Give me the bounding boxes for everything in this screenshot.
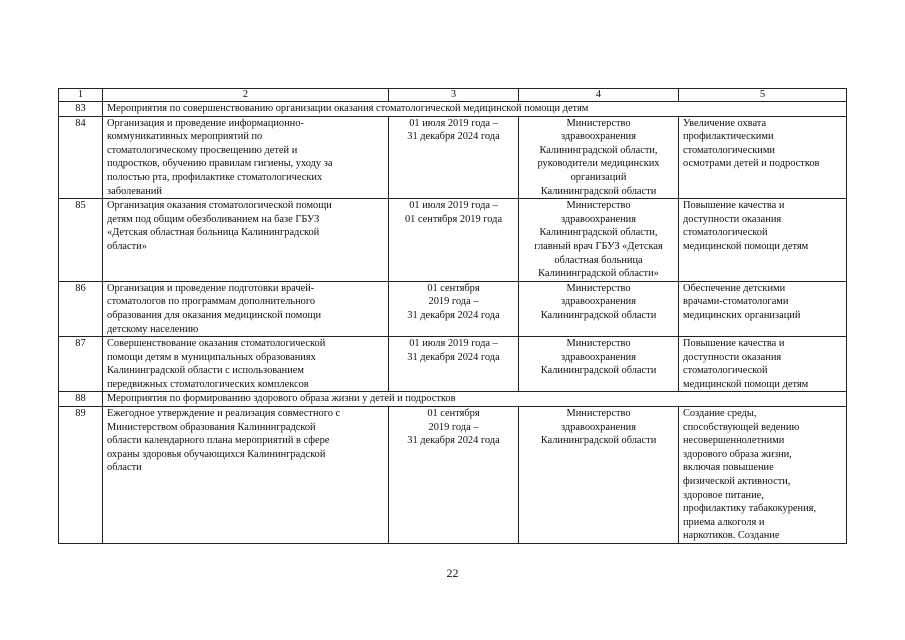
cell-line: коммуникативных мероприятий по bbox=[107, 131, 263, 143]
event-cell bbox=[103, 199, 389, 282]
period-cell bbox=[389, 337, 519, 392]
cell-line: здорового образа жизни, bbox=[683, 448, 792, 460]
cell-line: 31 декабря 2024 года bbox=[407, 309, 500, 321]
row-number: 84 bbox=[59, 116, 103, 199]
cell-line: Калининградской области bbox=[540, 185, 657, 197]
cell-line: медицинской помощи детям bbox=[683, 378, 809, 390]
event-cell bbox=[103, 337, 389, 392]
cell-line: стоматологов по программам дополнительного bbox=[107, 296, 316, 308]
cell-line: областная больница bbox=[554, 254, 643, 266]
section-title: Мероприятия по совершенствованию организации оказания стоматологической медицинской помощи детям bbox=[103, 102, 847, 117]
responsible-cell bbox=[519, 199, 679, 282]
period-cell bbox=[389, 407, 519, 544]
cell-line: полостью рта, профилактике стоматологических bbox=[107, 171, 323, 183]
cell-line: стоматологической bbox=[683, 365, 768, 377]
cell-line: Министерство bbox=[566, 282, 631, 294]
cell-line: 01 сентября 2019 года bbox=[404, 213, 503, 225]
header-cell-1: 1 bbox=[59, 89, 103, 102]
cell-line: наркотиков. Создание bbox=[683, 530, 780, 542]
cell-line: 2019 года – bbox=[428, 296, 479, 308]
cell-line: Обеспечение детскими bbox=[683, 282, 786, 294]
table-row bbox=[59, 199, 847, 282]
header-cell-2: 2 bbox=[103, 89, 389, 102]
cell-line: Ежегодное утверждение и реализация совместного с bbox=[107, 408, 341, 420]
section-row bbox=[59, 392, 847, 407]
table-row bbox=[59, 337, 847, 392]
result-cell bbox=[679, 281, 847, 336]
cell-line: врачами-стоматологами bbox=[683, 296, 789, 308]
cell-line: охраны здоровья обучающихся Калининградской bbox=[107, 448, 326, 460]
result-cell bbox=[679, 337, 847, 392]
cell-line: здравоохранения bbox=[560, 131, 637, 143]
cell-line: заболеваний bbox=[107, 185, 162, 197]
page-number: 22 bbox=[446, 566, 459, 580]
period-cell bbox=[389, 116, 519, 199]
cell-line: профилактику табакокурения, bbox=[683, 503, 817, 515]
row-number: 88 bbox=[59, 392, 103, 407]
cell-line: включая повышение bbox=[683, 462, 774, 474]
cell-line: организаций bbox=[570, 171, 627, 183]
cell-line: Калининградской области bbox=[540, 435, 657, 447]
event-cell bbox=[103, 116, 389, 199]
header-cell-4: 4 bbox=[519, 89, 679, 102]
cell-line: 01 сентября bbox=[427, 282, 480, 294]
cell-line: Калининградской области bbox=[540, 365, 657, 377]
cell-line: Организация и проведение подготовки врачей- bbox=[107, 282, 315, 294]
cell-line: Создание среды, bbox=[683, 408, 757, 420]
cell-line: Министерство bbox=[566, 200, 631, 212]
cell-line: приема алкоголя и bbox=[683, 516, 765, 528]
section-title: Мероприятия по формированию здорового образа жизни у детей и подростков bbox=[103, 392, 847, 407]
cell-line: образования для оказания медицинской помощи bbox=[107, 309, 322, 321]
cell-line: здравоохранения bbox=[560, 421, 637, 433]
header-row bbox=[59, 89, 847, 102]
cell-line: области» bbox=[107, 240, 147, 252]
cell-line: стоматологической bbox=[683, 227, 768, 239]
cell-line: здравоохранения bbox=[560, 296, 637, 308]
cell-line: детям под общим обезболиванием на базе ГБУЗ bbox=[107, 213, 320, 225]
cell-line: Министерство bbox=[566, 117, 631, 129]
cell-line: «Детская областная больница Калининградской bbox=[107, 227, 320, 239]
cell-line: 2019 года – bbox=[428, 421, 479, 433]
table-body bbox=[59, 89, 847, 544]
cell-line: руководители медицинских bbox=[537, 158, 660, 170]
cell-line: стоматологическому просвещению детей и bbox=[107, 144, 298, 156]
cell-line: Калининградской области» bbox=[538, 268, 659, 280]
cell-line: профилактическими bbox=[683, 131, 774, 143]
period-cell bbox=[389, 281, 519, 336]
table-row bbox=[59, 407, 847, 544]
cell-line: Совершенствование оказания стоматологической bbox=[107, 338, 326, 350]
cell-line: медицинской помощи детям bbox=[683, 240, 809, 252]
cell-line: 31 декабря 2024 года bbox=[407, 435, 500, 447]
cell-line: 31 декабря 2024 года bbox=[407, 131, 500, 143]
cell-line: главный врач ГБУЗ «Детская bbox=[534, 240, 663, 252]
cell-line: 01 июля 2019 года – bbox=[409, 338, 498, 350]
cell-line: Организация оказания стоматологической помощи bbox=[107, 200, 332, 212]
cell-line: 01 июля 2019 года – bbox=[409, 117, 498, 129]
event-cell bbox=[103, 281, 389, 336]
cell-line: Калининградской области bbox=[540, 309, 657, 321]
cell-line: стоматологическими bbox=[683, 144, 775, 156]
cell-line: передвижных стоматологических комплексов bbox=[107, 378, 309, 390]
cell-line: способствующей ведению bbox=[683, 421, 800, 433]
cell-line: Увеличение охвата bbox=[683, 117, 767, 129]
cell-line: Повышение качества и bbox=[683, 338, 785, 350]
header-cell-3: 3 bbox=[389, 89, 519, 102]
cell-line: Министерство bbox=[566, 338, 631, 350]
cell-line: доступности оказания bbox=[683, 351, 782, 363]
cell-line: области календарного плана мероприятий в сфере bbox=[107, 435, 330, 447]
cell-line: здравоохранения bbox=[560, 213, 637, 225]
cell-line: Калининградской области, bbox=[539, 227, 658, 239]
result-cell bbox=[679, 116, 847, 199]
header-cell-5: 5 bbox=[679, 89, 847, 102]
cell-line: Министерством образования Калининградской bbox=[107, 421, 316, 433]
cell-line: осмотрами детей и подростков bbox=[683, 158, 820, 170]
cell-line: Калининградской области с использованием bbox=[107, 365, 304, 377]
table-row bbox=[59, 281, 847, 336]
cell-line: здоровое питание, bbox=[683, 489, 764, 501]
cell-line: области bbox=[107, 462, 142, 474]
cell-line: 01 сентября bbox=[427, 408, 480, 420]
section-row bbox=[59, 102, 847, 117]
cell-line: Министерство bbox=[566, 408, 631, 420]
row-number: 83 bbox=[59, 102, 103, 117]
cell-line: 31 декабря 2024 года bbox=[407, 351, 500, 363]
table-row bbox=[59, 116, 847, 199]
cell-line: доступности оказания bbox=[683, 213, 782, 225]
responsible-cell bbox=[519, 337, 679, 392]
row-number: 85 bbox=[59, 199, 103, 282]
cell-line: помощи детям в муниципальных образованиях bbox=[107, 351, 316, 363]
cell-line: здравоохранения bbox=[560, 351, 637, 363]
period-cell bbox=[389, 199, 519, 282]
cell-line: Калининградской области, bbox=[539, 144, 658, 156]
result-cell bbox=[679, 199, 847, 282]
cell-line: Организация и проведение информационно- bbox=[107, 117, 304, 129]
cell-line: 01 июля 2019 года – bbox=[409, 200, 498, 212]
responsible-cell bbox=[519, 116, 679, 199]
cell-line: физической активности, bbox=[683, 476, 791, 488]
cell-line: Повышение качества и bbox=[683, 200, 785, 212]
responsible-cell bbox=[519, 407, 679, 544]
row-number: 89 bbox=[59, 407, 103, 544]
plan-table bbox=[58, 88, 847, 544]
event-cell bbox=[103, 407, 389, 544]
cell-line: подростков, обучению правилам гигиены, уходу за bbox=[107, 158, 333, 170]
cell-line: детскому населению bbox=[107, 323, 199, 335]
cell-line: медицинских организаций bbox=[683, 309, 801, 321]
row-number: 87 bbox=[59, 337, 103, 392]
result-cell bbox=[679, 407, 847, 544]
cell-line: несовершеннолетними bbox=[683, 435, 785, 447]
responsible-cell bbox=[519, 281, 679, 336]
row-number: 86 bbox=[59, 281, 103, 336]
